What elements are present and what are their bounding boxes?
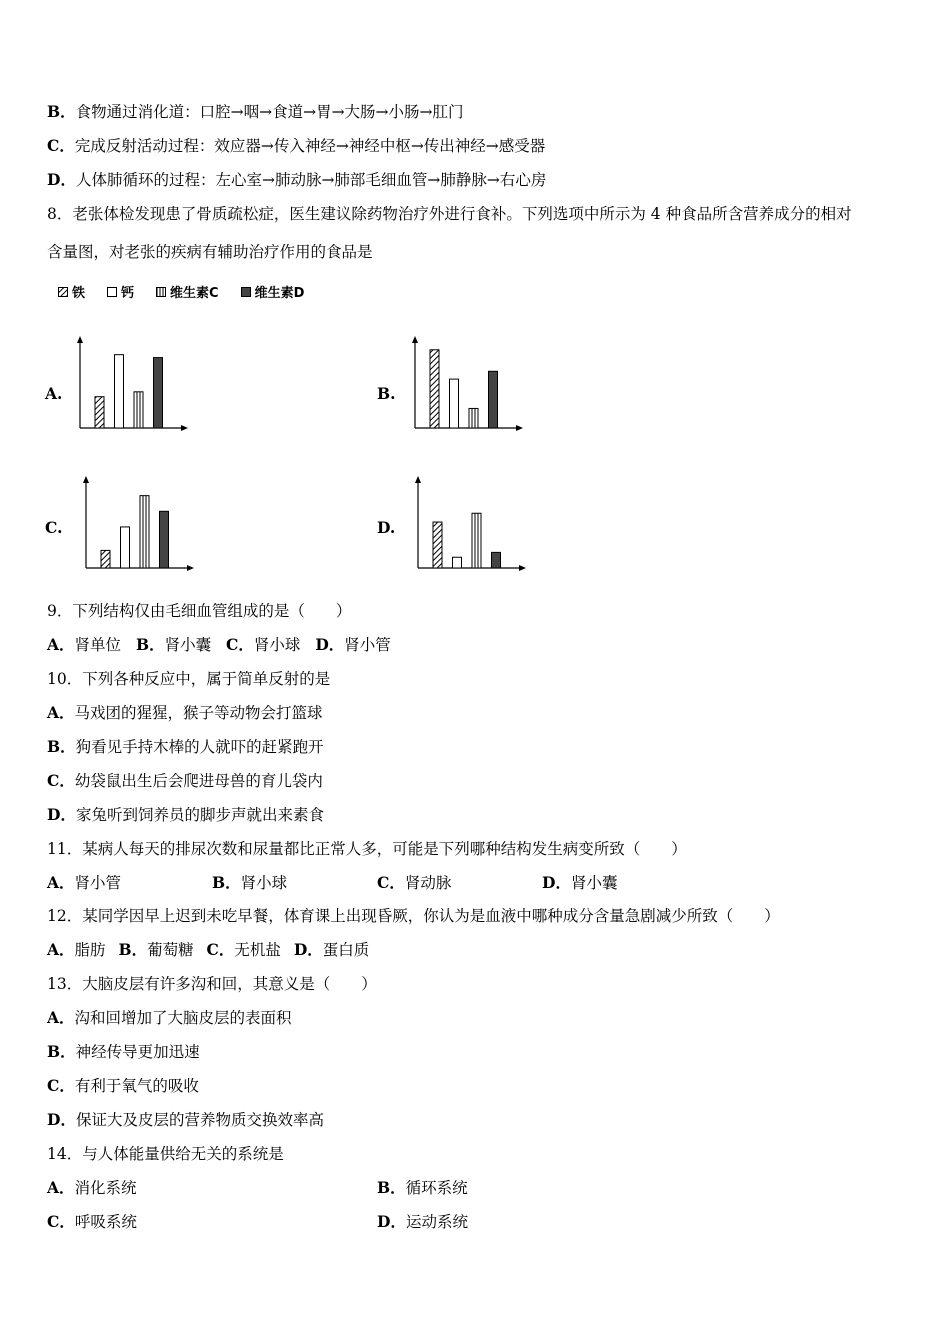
bar-calcium <box>121 527 130 568</box>
legend-iron: 铁 <box>58 282 85 301</box>
q8-stem-line1: 8．老张体检发现患了骨质疏松症，医生建议除药物治疗外进行食补。下列选项中所示为 4 种食品所含营养成分的相对 <box>47 205 852 223</box>
legend-calcium: 钙 <box>107 282 134 301</box>
bar-iron <box>101 550 110 568</box>
bar-vitamin-c <box>469 408 478 428</box>
q14-option-c: C．呼吸系统 <box>47 1212 137 1231</box>
q13-option-d: D．保证大及皮层的营养物质交换效率高 <box>47 1110 324 1129</box>
q13-option-b: B．神经传导更加迅速 <box>47 1042 200 1061</box>
bar-vitamin-d <box>154 358 163 428</box>
dark-swatch-icon <box>241 287 251 297</box>
q13-option-c: C．有利于氧气的吸收 <box>47 1076 199 1095</box>
bar-calcium <box>115 355 124 428</box>
q7-option-c: C．完成反射活动过程：效应器→传入神经→神经中枢→传出神经→感受器 <box>47 136 546 155</box>
y-axis-arrow-icon <box>77 336 83 343</box>
chart-d-label: D. <box>377 518 396 537</box>
bar-vitamin-d <box>160 511 169 568</box>
q10-option-b: B．狗看见手持木棒的人就吓的赶紧跑开 <box>47 737 324 756</box>
white-swatch-icon <box>107 287 117 297</box>
bar-iron <box>430 350 439 428</box>
chart-c <box>76 472 201 577</box>
bar-vitamin-d <box>489 371 498 428</box>
q14-option-d: D．运动系统 <box>377 1212 468 1231</box>
chart-a-label: A. <box>45 384 63 403</box>
bar-calcium <box>450 379 459 428</box>
chart-d <box>408 472 533 577</box>
q12-stem: 12．某同学因早上迟到未吃早餐，体育课上出现昏厥，你认为是血液中哪种成分含量急剧减少所致（ ） <box>47 907 780 925</box>
q11-option-a: A．肾小管 <box>47 873 122 892</box>
x-axis-arrow-icon <box>519 565 526 571</box>
bar-iron <box>433 522 442 568</box>
chart-legend <box>58 282 326 301</box>
bar-vitamin-c <box>472 513 481 568</box>
bar-iron <box>95 397 104 428</box>
q10-stem: 10．下列各种反应中，属于简单反射的是 <box>47 670 331 688</box>
q14-option-b: B．循环系统 <box>377 1178 468 1197</box>
bar-vitamin-c <box>140 496 149 568</box>
x-axis-arrow-icon <box>181 425 188 431</box>
legend-vitamin-d: 维生素D <box>241 282 305 301</box>
q8-stem-line2: 含量图，对老张的疾病有辅助治疗作用的食品是 <box>47 243 373 261</box>
chart-b-label: B. <box>377 384 396 403</box>
chart-c-label: C. <box>45 518 63 537</box>
y-axis-arrow-icon <box>415 476 421 483</box>
x-axis-arrow-icon <box>516 425 523 431</box>
q9-options: A．肾单位 B．肾小囊 C．肾小球 D．肾小管 <box>47 635 391 654</box>
chart-a <box>70 332 195 437</box>
q10-option-d: D．家兔听到饲养员的脚步声就出来素食 <box>47 805 324 824</box>
q11-stem: 11．某病人每天的排尿次数和尿量都比正常人多，可能是下列哪种结构发生病变所致（ ） <box>47 840 687 858</box>
q7-option-d: D．人体肺循环的过程：左心室→肺动脉→肺部毛细血管→肺静脉→右心房 <box>47 170 547 189</box>
q11-option-b: B．肾小球 <box>212 873 288 892</box>
striped-swatch-icon <box>156 287 166 297</box>
q12-options: A．脂肪 B．葡萄糖 C．无机盐 D．蛋白质 <box>47 940 370 959</box>
q14-stem: 14．与人体能量供给无关的系统是 <box>47 1145 284 1163</box>
bar-vitamin-c <box>134 392 143 428</box>
q7-option-b: B．食物通过消化道：口腔→咽→食道→胃→大肠→小肠→肛门 <box>47 102 464 121</box>
y-axis-arrow-icon <box>412 336 418 343</box>
q13-stem: 13．大脑皮层有许多沟和回，其意义是（ ） <box>47 975 377 993</box>
q9-stem: 9．下列结构仅由毛细血管组成的是（ ） <box>47 602 352 620</box>
q11-option-d: D．肾小囊 <box>542 873 618 892</box>
q10-option-c: C．幼袋鼠出生后会爬进母兽的育儿袋内 <box>47 771 323 790</box>
bar-calcium <box>453 557 462 568</box>
q10-option-a: A．马戏团的猩猩，猴子等动物会打篮球 <box>47 703 323 722</box>
q11-option-c: C．肾动脉 <box>377 873 452 892</box>
legend-vitamin-c: 维生素C <box>156 282 219 301</box>
x-axis-arrow-icon <box>187 565 194 571</box>
q14-option-a: A．消化系统 <box>47 1178 137 1197</box>
bar-vitamin-d <box>492 552 501 568</box>
q13-option-a: A．沟和回增加了大脑皮层的表面积 <box>47 1008 292 1027</box>
chart-b <box>405 332 530 437</box>
y-axis-arrow-icon <box>83 476 89 483</box>
hatch-swatch-icon <box>58 287 68 297</box>
